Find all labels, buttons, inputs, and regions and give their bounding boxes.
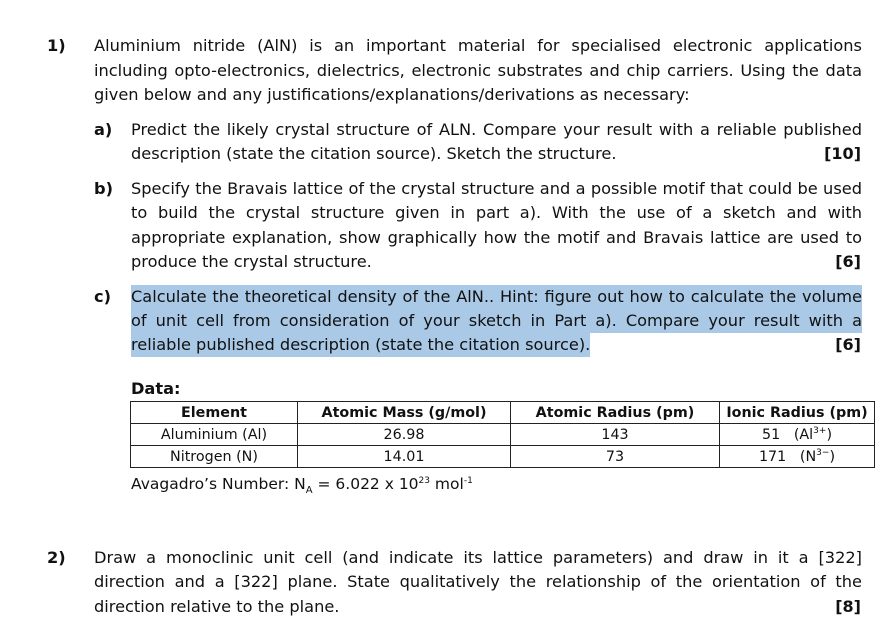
part-text-line: to build the crystal structure given in part a). With the use of a sketch and with — [131, 203, 862, 222]
question-number: 2) — [47, 548, 66, 567]
avogadro-number: Avagadro’s Number: $N_A = 6.022$ x $10^{23}$ mol$^{-1}$ — [131, 475, 473, 497]
ionic-radius-cell: 171 $(N^{3-})$ — [720, 446, 875, 468]
part-text-line: appropriate explanation, show graphically how the motif and Bravais lattice are used to — [131, 228, 862, 247]
part-text-line: description (state the citation source). Sketch the structure. — [131, 144, 617, 163]
data-heading: Data: — [131, 379, 181, 398]
question-text-line: direction and a [322] plane. State qualitatively the relationship of the orientation of the — [94, 572, 862, 591]
table-header-row — [131, 402, 875, 424]
part-label: a) — [94, 120, 113, 139]
atomic-mass-cell: 26.98 — [298, 424, 511, 446]
question-text-line: given below and any justifications/explanations/derivations as necessary: — [94, 85, 690, 104]
question-number: 1) — [47, 36, 66, 55]
part-text-line: Predict the likely crystal structure of ALN. Compare your result with a reliable published — [131, 120, 862, 139]
atomic-radius-cell: 73 — [511, 446, 720, 468]
atomic-radius-cell: 143 — [511, 424, 720, 446]
question-text-line: Draw a monoclinic unit cell (and indicate its lattice parameters) and draw in it a [322] — [94, 548, 862, 567]
highlighted-text-line[interactable]: of unit cell from consideration of your sketch in Part a). Compare your result with a — [131, 309, 862, 333]
part-label: b) — [94, 179, 113, 198]
marks-badge: [6] — [835, 252, 861, 271]
column-header: Ionic Radius (pm) — [720, 402, 875, 424]
part-text-line: Specify the Bravais lattice of the crystal structure and a possible motif that could be used — [131, 179, 862, 198]
column-header: Atomic Radius (pm) — [511, 402, 720, 424]
part-label: c) — [94, 287, 111, 306]
atomic-mass-cell: 14.01 — [298, 446, 511, 468]
question-text-line: including opto-electronics, dielectrics, electronic substrates and chip carriers. Using the data — [94, 61, 862, 80]
marks-badge: [10] — [824, 144, 861, 163]
highlighted-text-line[interactable]: reliable published description (state the citation source). — [131, 333, 590, 357]
part-text-line: produce the crystal structure. — [131, 252, 372, 271]
question-text-line: Aluminium nitride (AlN) is an important material for specialised electronic applications — [94, 36, 862, 55]
data-table — [130, 401, 875, 468]
element-cell: Nitrogen (N) — [131, 446, 298, 468]
marks-badge: [8] — [835, 597, 861, 616]
highlighted-text-line[interactable]: Calculate the theoretical density of the AlN.. Hint: figure out how to calculate the volume — [131, 285, 862, 309]
marks-badge: [6] — [835, 335, 861, 354]
table-row — [131, 446, 875, 468]
column-header: Atomic Mass (g/mol) — [298, 402, 511, 424]
question-text-line: direction relative to the plane. — [94, 597, 340, 616]
ionic-radius-cell: 51 $(Al^{3+})$ — [720, 424, 875, 446]
element-cell: Aluminium (Al) — [131, 424, 298, 446]
table-row — [131, 424, 875, 446]
column-header: Element — [131, 402, 298, 424]
